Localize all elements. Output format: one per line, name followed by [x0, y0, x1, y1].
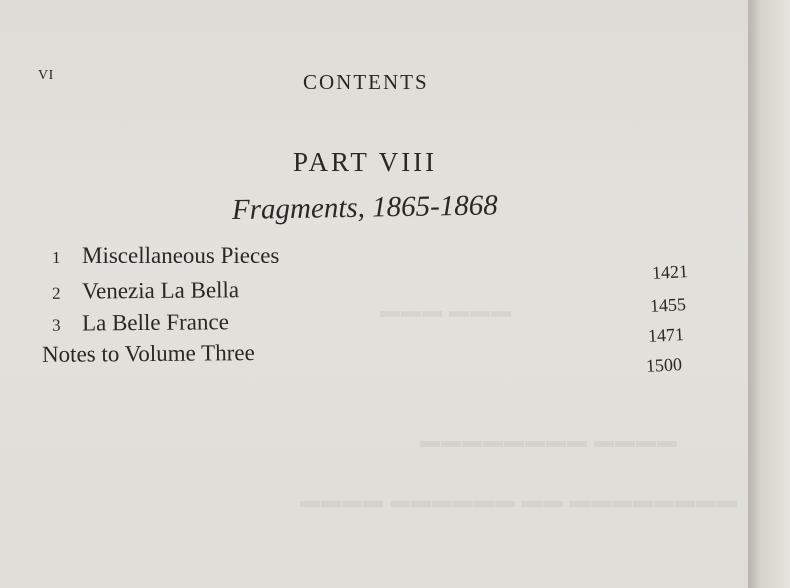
- part-subtitle: Fragments, 1865-1868: [231, 189, 499, 226]
- page-edge: [748, 0, 790, 588]
- toc-entry: [52, 243, 279, 269]
- toc-entry-title: Notes to Volume Three: [41, 340, 255, 367]
- toc-entry-title: La Belle France: [81, 309, 229, 336]
- toc-entry-page: 1455: [649, 294, 687, 316]
- toc-entry-number: 1: [52, 248, 61, 267]
- toc-entry-title: Miscellaneous Pieces: [82, 243, 280, 268]
- show-through-text: ▬▬▬▬▬▬▬▬ ▬▬▬▬: [420, 430, 678, 452]
- running-title: CONTENTS: [303, 70, 429, 94]
- show-through-text: ▬▬▬ ▬▬▬: [380, 300, 512, 322]
- toc-entry-title: Venezia La Bella: [81, 277, 240, 304]
- toc-entry: [52, 309, 229, 337]
- toc-entry-number: 3: [51, 315, 61, 335]
- toc-entry-page: 1421: [651, 261, 689, 283]
- toc-entry-page: 1500: [645, 354, 683, 376]
- show-through-text: ▬▬▬▬ ▬▬▬▬▬▬ ▬▬ ▬▬▬▬▬▬▬▬: [300, 490, 738, 512]
- toc-entry: [42, 340, 255, 368]
- part-heading: PART VIII: [293, 147, 438, 177]
- page-folio: VI: [38, 68, 54, 83]
- toc-entry: [52, 277, 239, 305]
- toc-entry-number: 2: [51, 283, 61, 303]
- toc-entry-page: 1471: [647, 324, 685, 346]
